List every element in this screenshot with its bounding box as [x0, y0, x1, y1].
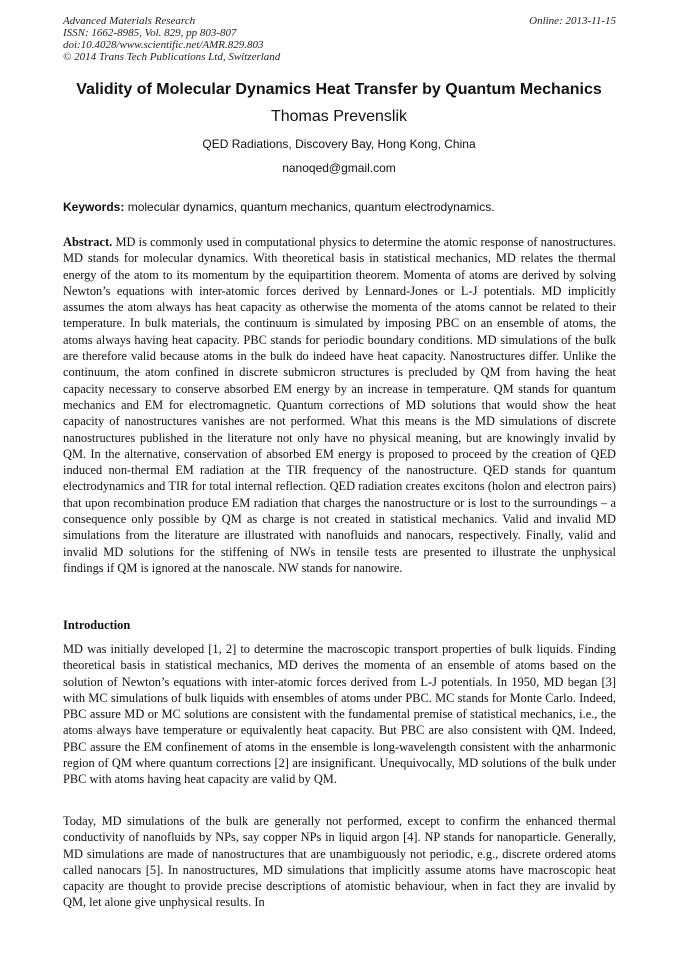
doi-line: doi:10.4028/www.scientific.net/AMR.829.803	[63, 39, 264, 51]
keywords-text: molecular dynamics, quantum mechanics, quantum electrodynamics.	[124, 200, 495, 214]
abstract-text: MD is commonly used in computational physics to determine the atomic response of nanostructures. MD stands for molecular dynamics. With theoretical basis in statistical mechanics, MD relates the thermal energy of the atom to its momentum by the equipartition theorem. Momenta of atoms are derived by solving Newton’s equations with inter-atomic forces derived by Lennard-Jones or L-J potentials. MD implicitly assumes the atom always has heat capacity as otherwise the momenta of the atoms cannot be related to their temperature. In bulk materials, the continuum is simulated by imposing PBC on an ensemble of atoms, the atoms always having heat capacity. PBC stands for periodic boundary conditions. MD simulations of the bulk are therefore valid because atoms in the bulk do indeed have heat capacity. Nanostructures differ. Unlike the continuum, the atom confined in discrete submicron structures is precluded by QM from having the heat capacity necessary to conserve absorbed EM energy by an increase in temperature. QM stands for quantum mechanics and EM for electromagnetic. Quantum corrections of MD solutions that would show the heat capacity of nanostructures vanishes are not performed. What this means is the MD simulations of discrete nanostructures published in the literature not only have no physical meaning, but are knowingly invalid by QM. In the alternative, conservation of absorbed EM energy is proposed to proceed by the creation of QED induced non-thermal EM radiation at the TIR frequency of the nanostructure. QED stands for quantum electrodynamics and TIR for total internal reflection. QED radiation creates excitons (holon and electron pairs) that upon recombination produce EM radiation that charges the nanostructure or is lost to the surroundings – a consequence only possible by QM as charge is not created in statistical mechanics. Valid and invalid MD simulations from the literature are illustrated with nanofluids and nanocars, respectively. Finally, valid and invalid MD solutions for the stiffening of NWs in tensile tests are presented to illustrate the unphysical findings if QM is ignored at the nanoscale. NW stands for nanowire.	[63, 235, 616, 575]
keywords-label: Keywords:	[63, 200, 125, 214]
affiliation: QED Radiations, Discovery Bay, Hong Kong, China	[202, 137, 476, 151]
abstract	[63, 234, 616, 576]
paper-title: Validity of Molecular Dynamics Heat Transfer by Quantum Mechanics	[76, 81, 602, 98]
copyright-line: © 2014 Trans Tech Publications Ltd, Switzerland	[63, 51, 281, 63]
journal-name: Advanced Materials Research	[63, 15, 196, 27]
author-email[interactable]: nanoqed@gmail.com	[282, 161, 396, 175]
issn-line: ISSN: 1662-8985, Vol. 829, pp 803-807	[63, 27, 237, 39]
introduction-heading: Introduction	[63, 618, 131, 632]
keywords	[63, 199, 618, 215]
introduction-paragraph-2: Today, MD simulations of the bulk are generally not performed, except to confirm the enhanced thermal conductivity of nanofluids by NPs, say copper NPs in liquid argon [4]. NP stands for nanoparticle. Generally, MD simulations are made of nanostructures that are unambiguously not periodic, e.g., discrete ordered atoms called nanocars [5]. In nanostructures, MD simulations that implicitly assume atoms have macroscopic heat capacity are thought to provide precise descriptions of atomistic behaviour, when in fact they are invalid by QM, let alone give unphysical results. In	[63, 814, 616, 910]
abstract-label: Abstract.	[63, 235, 113, 249]
online-date: Online: 2013-11-15	[529, 15, 616, 27]
journal-header	[63, 15, 616, 63]
author-name: Thomas Prevenslik	[270, 108, 408, 125]
introduction-paragraph-1: MD was initially developed [1, 2] to determine the macroscopic transport properties of bulk liquids. Finding theoretical basis in statistical mechanics, MD derives the momenta of an ensemble of atoms based on the solution of Newton’s equations with inter-atomic forces derived from L-J potentials. In 1950, MD began [3] with MC simulations of bulk liquids with ensembles of atoms under PBC. MC stands for Monte Carlo. Indeed, PBC assure MD or MC solutions are consistent with the fundamental premise of statistical mechanics, i.e., the atoms always have temperature or equivalently heat capacity. But PBC are also consistent with QM. Indeed, PBC assure the EM confinement of atoms in the ensemble is long-wavelength consistent with the anharmonic region of QM where quantum corrections [2] are insignificant. Unequivocally, MD solutions of the bulk under PBC with atoms having heat capacity are valid by QM.	[63, 642, 616, 787]
